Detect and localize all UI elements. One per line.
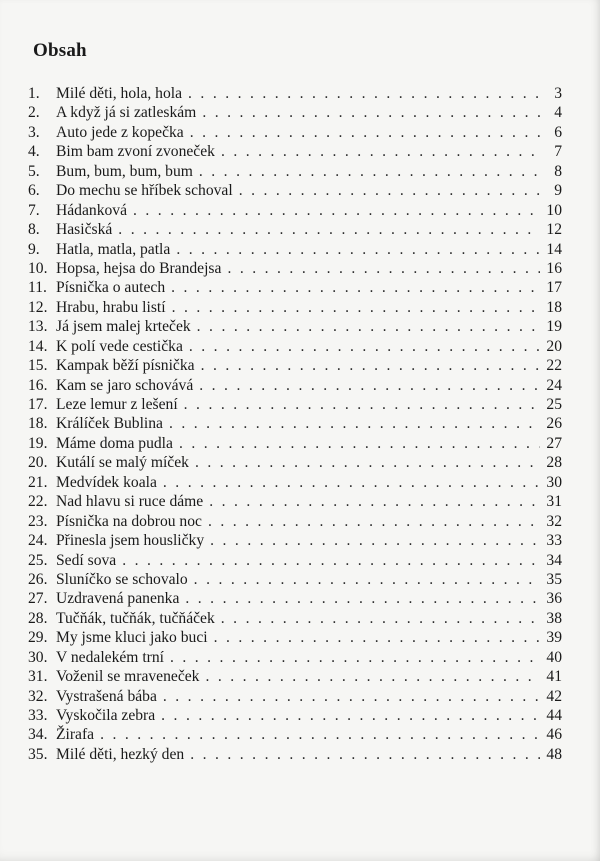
toc-entry-page-number: 28 (546, 454, 562, 472)
toc-entry-page-number: 3 (554, 85, 562, 102)
toc-entry (28, 298, 562, 317)
dot-leader (157, 687, 540, 706)
dot-leader (165, 278, 540, 297)
toc-entry-page-number: 31 (546, 493, 562, 511)
toc-entry-number: 31. (28, 668, 48, 686)
dot-leader (166, 298, 540, 317)
dot-leader (204, 531, 540, 550)
toc-entry-number: 19. (28, 434, 48, 452)
table-of-contents (28, 84, 562, 764)
toc-entry (28, 162, 562, 181)
toc-entry-title: Milé děti, hezký den (56, 745, 185, 763)
toc-entry-page-number: 25 (546, 396, 562, 413)
toc-entry-page-number: 30 (546, 473, 562, 491)
toc-entry-number: 32. (28, 687, 48, 705)
toc-entry-page-number: 22 (546, 357, 562, 375)
toc-entry-title: Sedí sova (56, 551, 117, 569)
toc-entry-number: 4. (28, 143, 40, 161)
toc-entry (28, 84, 562, 103)
toc-entry-number: 27. (28, 590, 48, 608)
toc-entry-page-number: 17 (546, 279, 562, 297)
toc-entry (28, 414, 562, 433)
dot-leader (184, 123, 540, 142)
toc-entry-page-number: 4 (554, 104, 562, 122)
toc-entry-title: K polí vede cestička (56, 337, 183, 355)
dot-leader (215, 609, 540, 628)
toc-entry-number: 6. (28, 182, 40, 200)
toc-entry-number: 3. (28, 123, 40, 141)
toc-entry (28, 512, 562, 531)
dot-leader (155, 706, 540, 725)
toc-entry-page-number: 35 (546, 570, 562, 588)
toc-entry-page-number: 18 (546, 298, 562, 316)
toc-entry-title: Hrabu, hrabu listí (56, 298, 166, 316)
toc-entry-number: 29. (28, 629, 48, 647)
toc-entry (28, 337, 562, 356)
toc-entry-page-number: 32 (546, 512, 562, 530)
toc-entry-number: 23. (28, 512, 48, 530)
toc-entry (28, 589, 562, 608)
toc-entry-number: 30. (28, 648, 48, 666)
toc-entry (28, 317, 562, 336)
toc-entry-number: 20. (28, 454, 48, 472)
toc-entry-number: 18. (28, 415, 48, 433)
toc-entry-page-number: 7 (554, 143, 562, 161)
dot-leader (203, 492, 540, 511)
toc-entry-number: 25. (28, 551, 48, 569)
toc-entry (28, 220, 562, 239)
toc-entry-title: Kutálí se malý míček (56, 454, 189, 472)
toc-entry (28, 259, 562, 278)
toc-entry (28, 356, 562, 375)
toc-entry (28, 687, 562, 706)
toc-entry (28, 453, 562, 472)
dot-leader (116, 551, 540, 570)
toc-entry (28, 278, 562, 297)
toc-entry-number: 5. (28, 162, 40, 180)
toc-entry (28, 551, 562, 570)
toc-entry-title: Kampak běží písnička (56, 357, 195, 375)
toc-entry-page-number: 24 (546, 376, 562, 394)
dot-leader (193, 162, 540, 181)
toc-entry-number: 17. (28, 396, 48, 413)
dot-leader (183, 337, 540, 356)
toc-entry-title: Písnička na dobrou noc (56, 512, 202, 530)
dot-leader (164, 648, 540, 667)
toc-entry-number: 8. (28, 221, 40, 239)
toc-entry-number: 35. (28, 745, 48, 763)
toc-entry-title: V nedalekém trní (56, 648, 164, 666)
dot-leader (112, 220, 540, 239)
dot-leader (196, 103, 540, 122)
toc-entry (28, 181, 562, 200)
toc-entry-number: 26. (28, 570, 48, 588)
toc-entry-page-number: 12 (546, 221, 562, 239)
toc-entry-title: Žirafa (56, 726, 95, 744)
toc-entry-page-number: 39 (546, 629, 562, 647)
dot-leader (202, 512, 540, 531)
toc-entry-number: 13. (28, 318, 48, 336)
toc-entry-number: 7. (28, 201, 40, 219)
dot-leader (127, 201, 540, 220)
toc-entry-number: 12. (28, 298, 48, 316)
toc-entry-number: 10. (28, 259, 48, 277)
dot-leader (195, 356, 540, 375)
toc-entry-title: Bum, bum, bum, bum (56, 162, 193, 180)
dot-leader (215, 142, 540, 161)
dot-leader (94, 725, 540, 744)
toc-entry-title: Králíček Bublina (56, 415, 163, 433)
toc-entry (28, 492, 562, 511)
toc-entry (28, 201, 562, 220)
toc-entry-page-number: 26 (546, 415, 562, 433)
dot-leader (189, 453, 540, 472)
toc-entry-page-number: 42 (546, 687, 562, 705)
toc-entry-number: 2. (28, 104, 40, 122)
toc-entry-title: Písnička o autech (56, 279, 166, 297)
dot-leader (163, 414, 540, 433)
toc-entry-title: Voženil se mraveneček (56, 668, 200, 686)
toc-entry (28, 706, 562, 725)
toc-entry-title: Auto jede z kopečka (56, 123, 184, 141)
toc-entry-page-number: 27 (546, 434, 562, 452)
toc-entry-number: 14. (28, 337, 48, 355)
page-title: Obsah (33, 40, 87, 61)
toc-entry (28, 570, 562, 589)
toc-entry-title: Milé děti, hola, hola (56, 85, 183, 102)
toc-entry-title: Do mechu se hříbek schoval (56, 182, 233, 200)
toc-entry (28, 473, 562, 492)
dot-leader (233, 181, 540, 200)
toc-entry-page-number: 40 (546, 648, 562, 666)
toc-entry (28, 434, 562, 453)
toc-entry-page-number: 14 (546, 240, 562, 258)
toc-entry-page-number: 6 (554, 123, 562, 141)
dot-leader (188, 570, 540, 589)
dot-leader (173, 434, 540, 453)
toc-entry (28, 628, 562, 647)
toc-entry-page-number: 9 (554, 182, 562, 200)
toc-entry (28, 123, 562, 142)
toc-entry-number: 34. (28, 726, 48, 744)
toc-entry (28, 725, 562, 744)
toc-entry-title: My jsme kluci jako buci (56, 629, 208, 647)
toc-entry-page-number: 10 (546, 201, 562, 219)
toc-entry-page-number: 44 (546, 707, 562, 724)
toc-entry-page-number: 33 (546, 532, 562, 550)
dot-leader (193, 376, 540, 395)
dot-leader (191, 317, 540, 336)
toc-entry-number: 28. (28, 609, 48, 627)
toc-entry-title: Bim bam zvoní zvoneček (56, 143, 215, 161)
toc-entry (28, 531, 562, 550)
dot-leader (199, 667, 540, 686)
toc-entry (28, 376, 562, 395)
toc-entry-page-number: 48 (546, 745, 562, 763)
toc-entry-page-number: 34 (546, 551, 562, 569)
dot-leader (157, 473, 540, 492)
toc-entry-number: 16. (28, 376, 48, 394)
toc-entry-title: Kam se jaro schovává (56, 376, 194, 394)
toc-entry-title: Přinesla jsem housličky (56, 532, 205, 550)
toc-entry (28, 240, 562, 259)
toc-entry-title: Leze lemur z lešení (56, 396, 178, 413)
toc-entry-page-number: 19 (546, 318, 562, 336)
dot-leader (208, 628, 540, 647)
toc-entry-page-number: 16 (546, 259, 562, 277)
toc-entry-title: Já jsem malej krteček (56, 318, 191, 336)
toc-entry-title: Hádanková (56, 201, 128, 219)
toc-entry-title: Hatla, matla, patla (56, 240, 171, 258)
toc-entry-number: 21. (28, 473, 48, 491)
dot-leader (170, 240, 540, 259)
toc-entry-title: Vyskočila zebra (56, 707, 156, 724)
toc-entry (28, 648, 562, 667)
toc-entry (28, 142, 562, 161)
toc-entry-title: Nad hlavu si ruce dáme (56, 493, 204, 511)
toc-entry-title: Medvídek koala (56, 473, 157, 491)
toc-entry (28, 667, 562, 686)
toc-entry-number: 24. (28, 532, 48, 550)
dot-leader (178, 395, 540, 414)
toc-entry-title: Hasičská (56, 221, 113, 239)
toc-entry (28, 745, 562, 764)
toc-entry-page-number: 20 (546, 337, 562, 355)
toc-entry-title: Uzdravená panenka (56, 590, 180, 608)
toc-entry (28, 103, 562, 122)
toc-entry-title: A když já si zatleskám (56, 104, 197, 122)
toc-entry-number: 1. (28, 85, 40, 102)
toc-entry-number: 11. (28, 279, 47, 297)
toc-entry-page-number: 8 (554, 162, 562, 180)
toc-entry-title: Vystrašená bába (56, 687, 157, 705)
toc-entry-number: 15. (28, 357, 48, 375)
toc-entry-number: 33. (28, 707, 48, 724)
toc-entry-title: Máme doma pudla (56, 434, 173, 452)
toc-entry-title: Tučňák, tučňák, tučňáček (56, 609, 215, 627)
toc-entry-number: 22. (28, 493, 48, 511)
toc-entry (28, 609, 562, 628)
toc-entry-page-number: 38 (546, 609, 562, 627)
toc-entry-title: Sluníčko se schovalo (56, 570, 188, 588)
dot-leader (179, 589, 540, 608)
dot-leader (184, 745, 540, 764)
dot-leader (182, 84, 540, 103)
toc-entry-number: 9. (28, 240, 40, 258)
toc-entry-title: Hopsa, hejsa do Brandejsa (56, 259, 222, 277)
toc-entry-page-number: 41 (546, 668, 562, 686)
dot-leader (221, 259, 540, 278)
toc-entry-page-number: 46 (546, 726, 562, 744)
toc-entry-page-number: 36 (546, 590, 562, 608)
toc-entry (28, 395, 562, 414)
